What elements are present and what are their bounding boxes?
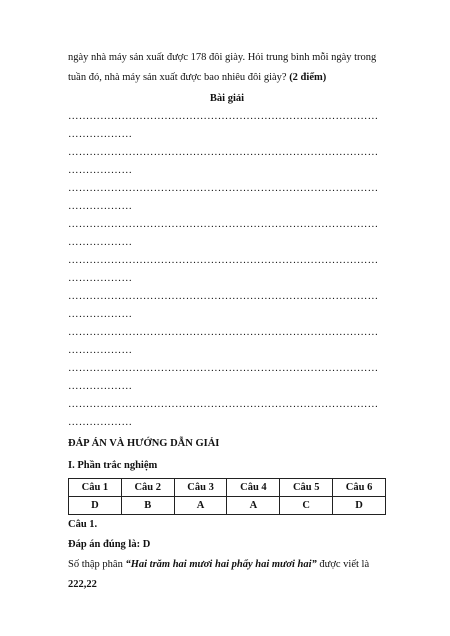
table-header-cell: Câu 4 <box>227 479 280 497</box>
explanation-quote: “Hai trăm hai mươi hai phẩy hai mươi hai” <box>125 559 317 570</box>
dot-line: …………………………………………………………………………… <box>68 147 379 158</box>
table-answer-cell: C <box>280 497 333 515</box>
table-header-cell: Câu 1 <box>69 479 122 497</box>
dot-line: …………………………………………………………………………… <box>68 219 379 230</box>
dot-line-short: ……………… <box>68 417 133 428</box>
answer-writing-area <box>68 108 386 432</box>
dot-line-short: ……………… <box>68 165 133 176</box>
solution-title: Bài giải <box>209 93 245 104</box>
dot-line-short: ……………… <box>68 345 133 356</box>
table-answer-cell: A <box>174 497 227 515</box>
part1-title: I. Phần trắc nghiệm <box>68 460 158 471</box>
table-header-cell: Câu 5 <box>280 479 333 497</box>
answer-table-answer-row <box>69 497 386 515</box>
explanation-suffix: được viết là <box>316 559 370 570</box>
problem-points: (2 điểm) <box>289 72 327 83</box>
explanation-result: 222,22 <box>68 579 97 590</box>
table-answer-cell: D <box>69 497 122 515</box>
answer-table <box>68 478 386 515</box>
explanation-prefix: Số thập phân <box>68 559 126 570</box>
dot-line: …………………………………………………………………………… <box>68 255 379 266</box>
problem-line-1: ngày nhà máy sản xuất được 178 đôi giày. Hỏi trung bình mỗi ngày trong <box>68 52 377 63</box>
dot-line-short: ……………… <box>68 237 133 248</box>
dot-line: …………………………………………………………………………… <box>68 399 379 410</box>
dot-line: …………………………………………………………………………… <box>68 327 379 338</box>
problem-line-2 <box>68 68 386 88</box>
table-answer-cell: A <box>227 497 280 515</box>
dot-line: …………………………………………………………………………… <box>68 183 379 194</box>
table-answer-cell: D <box>333 497 386 515</box>
dot-line-short: ……………… <box>68 129 133 140</box>
dot-line-short: ……………… <box>68 273 133 284</box>
answer-section-title: ĐÁP ÁN VÀ HƯỚNG DẪN GIẢI <box>68 438 220 449</box>
dot-line: …………………………………………………………………………… <box>68 291 379 302</box>
answer-table-header-row <box>69 479 386 497</box>
dot-line: …………………………………………………………………………… <box>68 363 379 374</box>
explanation-line <box>68 555 386 575</box>
question-label: Câu 1. <box>68 519 98 530</box>
table-header-cell: Câu 2 <box>121 479 174 497</box>
table-header-cell: Câu 3 <box>174 479 227 497</box>
dot-line-short: ……………… <box>68 309 133 320</box>
correct-answer: Đáp án đúng là: D <box>68 539 151 550</box>
dot-line-short: ……………… <box>68 201 133 212</box>
table-header-cell: Câu 6 <box>333 479 386 497</box>
dot-line: …………………………………………………………………………… <box>68 111 379 122</box>
problem-line-2-text: tuần đó, nhà máy sản xuất được bao nhiêu đôi giày? <box>68 72 290 83</box>
page-content <box>68 48 386 595</box>
dot-line-short: ……………… <box>68 381 133 392</box>
table-answer-cell: B <box>121 497 174 515</box>
